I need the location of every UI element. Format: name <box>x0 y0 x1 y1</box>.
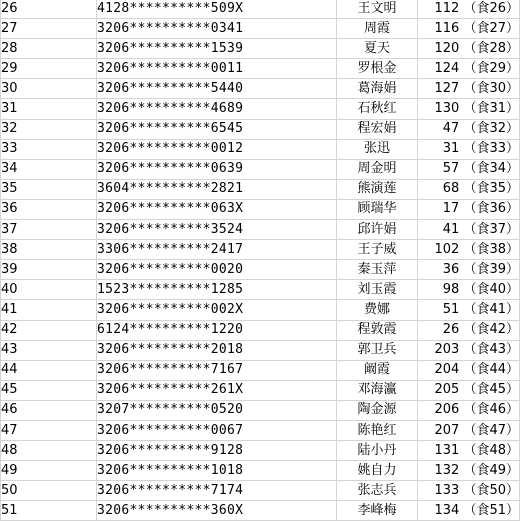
cell-seq[interactable]: 45 <box>1 380 97 400</box>
cell-name[interactable]: 邓海瀛 <box>337 380 418 400</box>
table-row <box>1 159 520 179</box>
cell-seq[interactable]: 32 <box>1 119 97 139</box>
cell-id-number[interactable]: 3206**********0341 <box>97 19 337 39</box>
cell-number[interactable]: 206 （食46） <box>418 400 520 420</box>
cell-seq[interactable]: 26 <box>1 0 97 19</box>
cell-seq[interactable]: 49 <box>1 461 97 481</box>
table-row <box>1 0 520 19</box>
cell-name[interactable]: 秦玉萍 <box>337 260 418 280</box>
cell-id-number[interactable]: 1523**********1285 <box>97 280 337 300</box>
cell-id-number[interactable]: 3206**********7167 <box>97 360 337 380</box>
table-row <box>1 59 520 79</box>
cell-seq[interactable]: 47 <box>1 420 97 440</box>
cell-name[interactable]: 阚霞 <box>337 360 418 380</box>
cell-number[interactable]: 112 （食26） <box>418 0 520 19</box>
table-row <box>1 39 520 59</box>
cell-number[interactable]: 31 （食33） <box>418 139 520 159</box>
cell-name[interactable]: 陆小丹 <box>337 441 418 461</box>
cell-number[interactable]: 57 （食34） <box>418 159 520 179</box>
cell-seq[interactable]: 35 <box>1 179 97 199</box>
cell-seq[interactable]: 38 <box>1 240 97 260</box>
cell-seq[interactable]: 44 <box>1 360 97 380</box>
table-row <box>1 340 520 360</box>
cell-name[interactable]: 王文明 <box>337 0 418 19</box>
cell-name[interactable]: 程敦霞 <box>337 320 418 340</box>
cell-id-number[interactable]: 3206**********4689 <box>97 99 337 119</box>
cell-id-number[interactable]: 3306**********2417 <box>97 240 337 260</box>
cell-seq[interactable]: 37 <box>1 220 97 240</box>
cell-id-number[interactable]: 3206**********360X <box>97 501 337 521</box>
cell-name[interactable]: 葛海娟 <box>337 79 418 99</box>
cell-number[interactable]: 41 （食37） <box>418 220 520 240</box>
cell-name[interactable]: 石秋红 <box>337 99 418 119</box>
cell-id-number[interactable]: 3207**********0520 <box>97 400 337 420</box>
cell-id-number[interactable]: 3206**********261X <box>97 380 337 400</box>
table-row <box>1 139 520 159</box>
table-row <box>1 501 520 521</box>
cell-number[interactable]: 127 （食30） <box>418 79 520 99</box>
cell-seq[interactable]: 33 <box>1 139 97 159</box>
cell-number[interactable]: 116 （食27） <box>418 19 520 39</box>
cell-id-number[interactable]: 3206**********002X <box>97 300 337 320</box>
cell-seq[interactable]: 40 <box>1 280 97 300</box>
cell-name[interactable]: 郭卫兵 <box>337 340 418 360</box>
cell-name[interactable]: 程宏娟 <box>337 119 418 139</box>
cell-seq[interactable]: 51 <box>1 501 97 521</box>
cell-number[interactable]: 133 （食50） <box>418 481 520 501</box>
cell-seq[interactable]: 50 <box>1 481 97 501</box>
cell-name[interactable]: 顾瑞华 <box>337 199 418 219</box>
cell-name[interactable]: 邱许娟 <box>337 220 418 240</box>
cell-name[interactable]: 熊演莲 <box>337 179 418 199</box>
cell-id-number[interactable]: 3206**********9128 <box>97 441 337 461</box>
cell-seq[interactable]: 31 <box>1 99 97 119</box>
cell-number[interactable]: 17 （食36） <box>418 199 520 219</box>
cell-id-number[interactable]: 3206**********0012 <box>97 139 337 159</box>
cell-number[interactable]: 68 （食35） <box>418 179 520 199</box>
cell-id-number[interactable]: 3206**********0067 <box>97 420 337 440</box>
cell-id-number[interactable]: 3604**********2821 <box>97 179 337 199</box>
cell-id-number[interactable]: 3206**********0011 <box>97 59 337 79</box>
table-row <box>1 441 520 461</box>
cell-number[interactable]: 205 （食45） <box>418 380 520 400</box>
cell-name[interactable]: 周霞 <box>337 19 418 39</box>
cell-seq[interactable]: 46 <box>1 400 97 420</box>
table-row <box>1 380 520 400</box>
cell-number[interactable]: 51 （食41） <box>418 300 520 320</box>
cell-seq[interactable]: 29 <box>1 59 97 79</box>
cell-id-number[interactable]: 3206**********0020 <box>97 260 337 280</box>
cell-seq[interactable]: 48 <box>1 441 97 461</box>
cell-id-number[interactable]: 3206**********063X <box>97 199 337 219</box>
cell-number[interactable]: 102 （食38） <box>418 240 520 260</box>
cell-name[interactable]: 陈艳红 <box>337 420 418 440</box>
table-row <box>1 400 520 420</box>
cell-id-number[interactable]: 3206**********2018 <box>97 340 337 360</box>
cell-number[interactable]: 130 （食31） <box>418 99 520 119</box>
cell-seq[interactable]: 30 <box>1 79 97 99</box>
cell-id-number[interactable]: 3206**********0639 <box>97 159 337 179</box>
cell-name[interactable]: 李峰梅 <box>337 501 418 521</box>
cell-seq[interactable]: 36 <box>1 199 97 219</box>
table-row <box>1 481 520 501</box>
cell-name[interactable]: 姚自力 <box>337 461 418 481</box>
cell-seq[interactable]: 41 <box>1 300 97 320</box>
cell-number[interactable]: 132 （食49） <box>418 461 520 481</box>
cell-name[interactable]: 夏天 <box>337 39 418 59</box>
cell-id-number[interactable]: 6124**********1220 <box>97 320 337 340</box>
table-row <box>1 420 520 440</box>
cell-name[interactable]: 陶金源 <box>337 400 418 420</box>
table-row <box>1 99 520 119</box>
cell-number[interactable]: 124 （食29） <box>418 59 520 79</box>
table-row <box>1 79 520 99</box>
cell-id-number[interactable]: 3206**********1539 <box>97 39 337 59</box>
cell-seq[interactable]: 34 <box>1 159 97 179</box>
table-row <box>1 119 520 139</box>
table-row <box>1 220 520 240</box>
table-row <box>1 199 520 219</box>
cell-id-number[interactable]: 3206**********6545 <box>97 119 337 139</box>
cell-seq[interactable]: 42 <box>1 320 97 340</box>
cell-name[interactable]: 周金明 <box>337 159 418 179</box>
table-body <box>1 0 520 521</box>
cell-name[interactable]: 王子威 <box>337 240 418 260</box>
cell-name[interactable]: 费娜 <box>337 300 418 320</box>
cell-number[interactable]: 207 （食47） <box>418 420 520 440</box>
cell-number[interactable]: 131 （食48） <box>418 441 520 461</box>
table-row <box>1 179 520 199</box>
cell-id-number[interactable]: 3206**********3524 <box>97 220 337 240</box>
table-row <box>1 240 520 260</box>
table-row <box>1 320 520 340</box>
cell-id-number[interactable]: 4128**********509X <box>97 0 337 19</box>
cell-number[interactable]: 203 （食43） <box>418 340 520 360</box>
cell-number[interactable]: 120 （食28） <box>418 39 520 59</box>
cell-seq[interactable]: 43 <box>1 340 97 360</box>
cell-id-number[interactable]: 3206**********1018 <box>97 461 337 481</box>
table-row <box>1 280 520 300</box>
cell-number[interactable]: 98 （食40） <box>418 280 520 300</box>
table-row <box>1 360 520 380</box>
cell-number[interactable]: 47 （食32） <box>418 119 520 139</box>
cell-name[interactable]: 张志兵 <box>337 481 418 501</box>
cell-seq[interactable]: 27 <box>1 19 97 39</box>
cell-seq[interactable]: 39 <box>1 260 97 280</box>
table-row <box>1 260 520 280</box>
cell-number[interactable]: 36 （食39） <box>418 260 520 280</box>
table-row <box>1 461 520 481</box>
cell-number[interactable]: 26 （食42） <box>418 320 520 340</box>
cell-name[interactable]: 罗根金 <box>337 59 418 79</box>
cell-id-number[interactable]: 3206**********7174 <box>97 481 337 501</box>
table-row <box>1 19 520 39</box>
cell-name[interactable]: 刘玉霞 <box>337 280 418 300</box>
cell-number[interactable]: 134 （食51） <box>418 501 520 521</box>
cell-number[interactable]: 204 （食44） <box>418 360 520 380</box>
table-row <box>1 300 520 320</box>
cell-seq[interactable]: 28 <box>1 39 97 59</box>
cell-id-number[interactable]: 3206**********5440 <box>97 79 337 99</box>
cell-name[interactable]: 张迅 <box>337 139 418 159</box>
